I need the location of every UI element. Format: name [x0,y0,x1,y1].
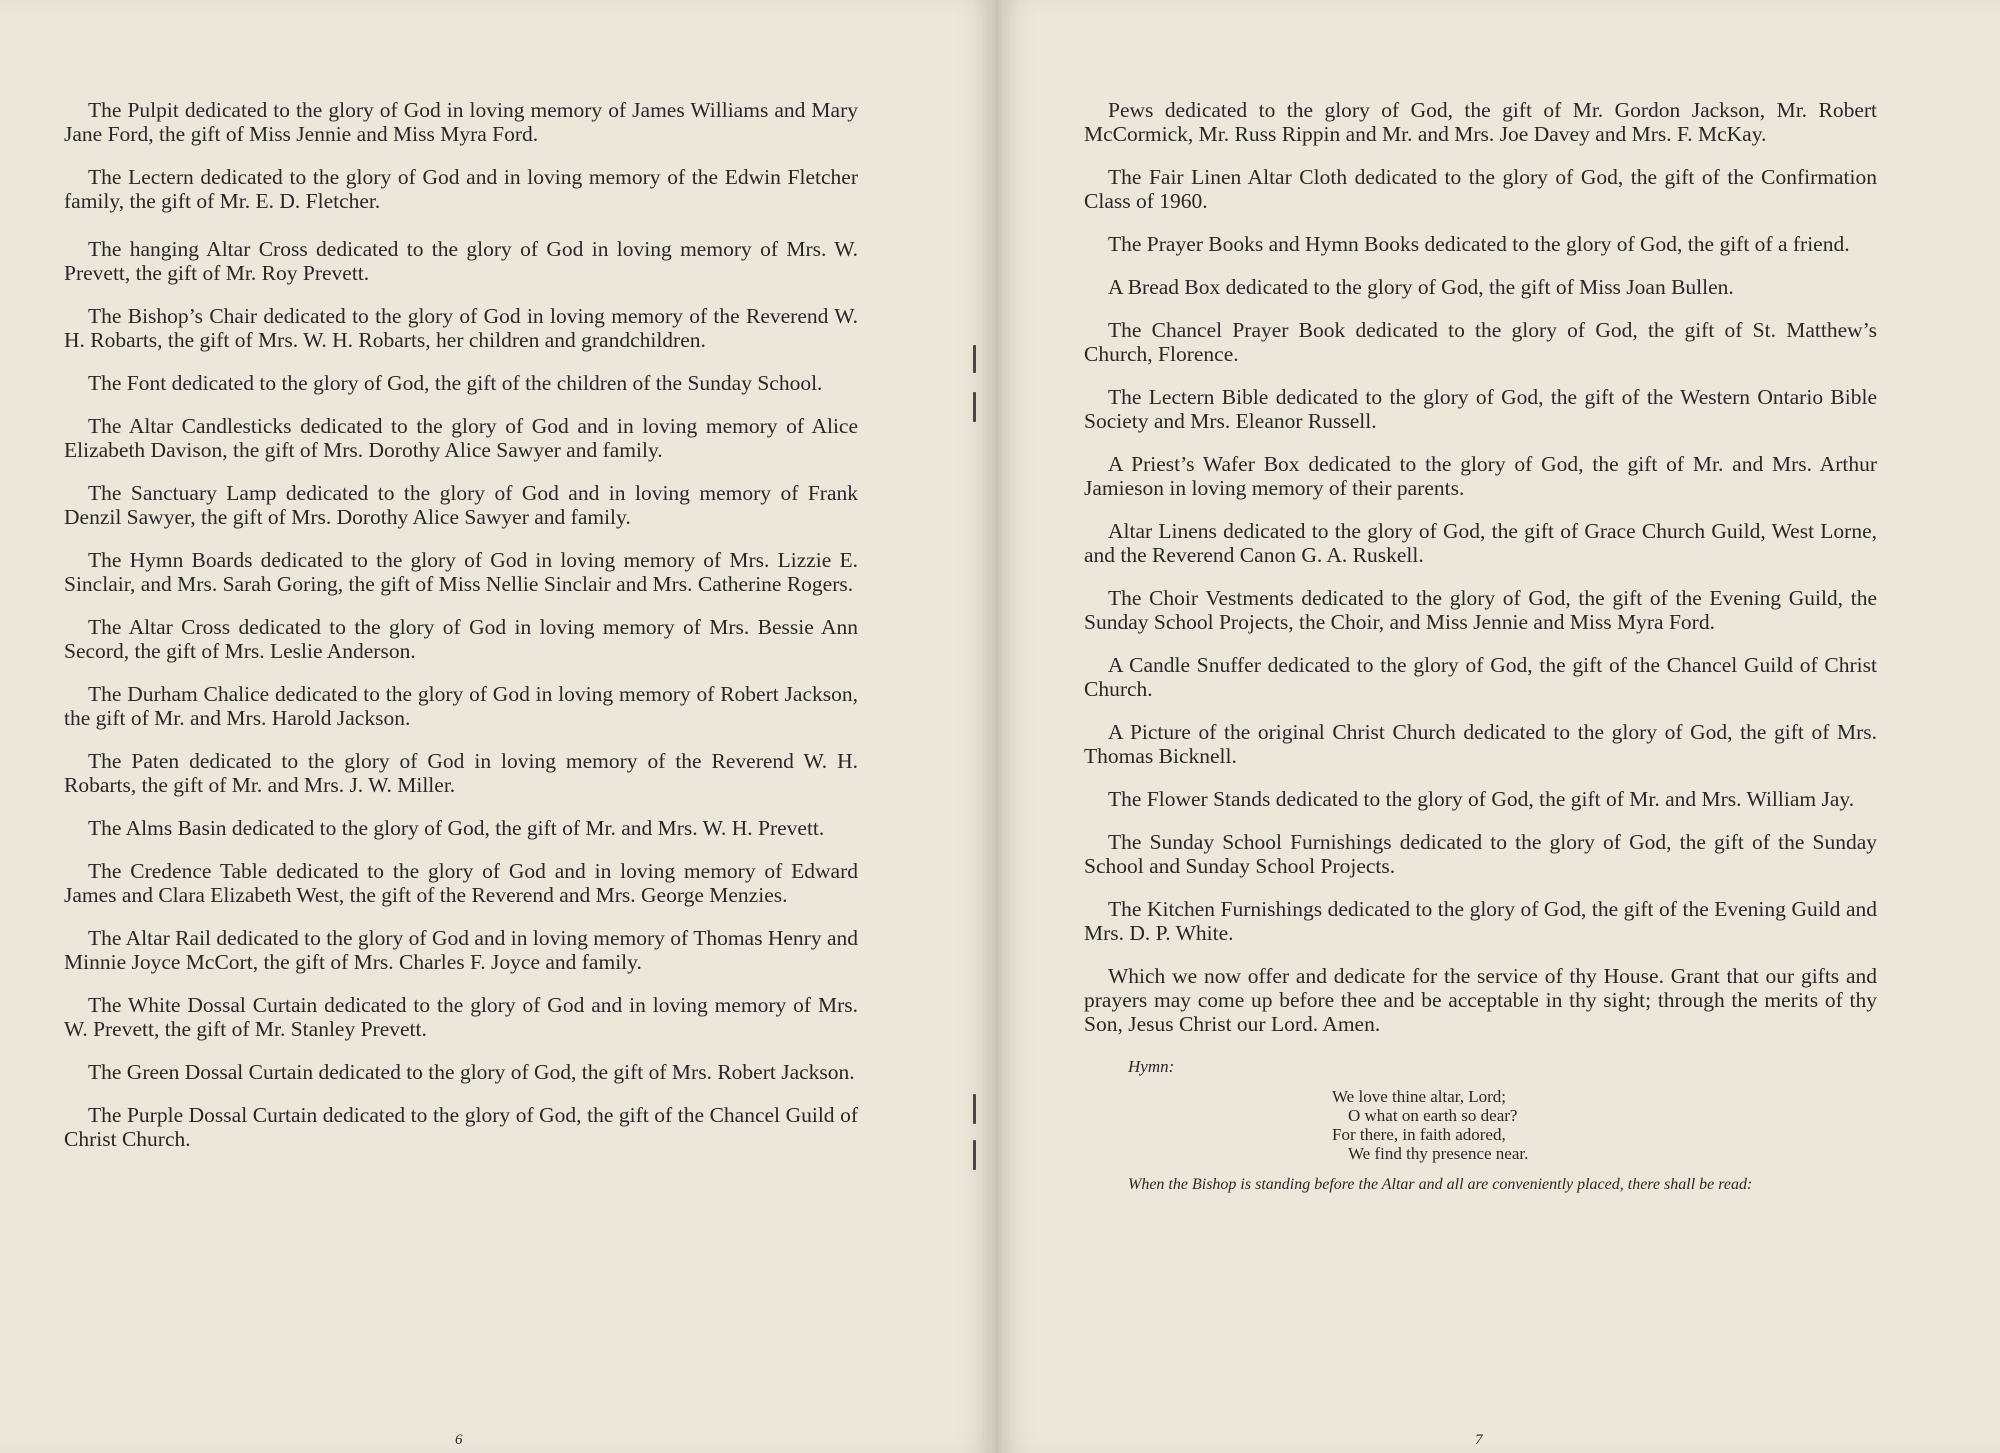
hymn-line: For there, in faith adored, [1332,1125,1506,1144]
dedication-paragraph: The Alms Basin dedicated to the glory of God, the gift of Mr. and Mrs. W. H. Prevett. [88,816,825,840]
page-number: 7 [1475,1432,1483,1448]
dedication-paragraph: The Altar Cross dedicated to the glory of God in loving memory of Mrs. Bessie Ann Secord, the gift of Mrs. Leslie Anderson. [64,615,858,663]
dedication-paragraph: The Altar Candlesticks dedicated to the glory of God and in loving memory of Alice Elizabeth Davison, the gift of Mrs. Dorothy Alice Sawyer and family. [64,414,858,462]
dedication-paragraph: The Pulpit dedicated to the glory of God in loving memory of James Williams and Mary Jane Ford, the gift of Miss Jennie and Miss Myra Ford. [64,98,858,146]
staple-mark [973,345,976,373]
left-page [0,0,996,1453]
dedication-paragraph: The Sanctuary Lamp dedicated to the glory of God and in loving memory of Frank Denzil Sawyer, the gift of Mrs. Dorothy Alice Sawyer and family. [64,481,858,529]
dedication-paragraph: The Font dedicated to the glory of God, the gift of the children of the Sunday School. [88,371,823,395]
left-page-text [64,98,858,1170]
dedication-paragraph: The Choir Vestments dedicated to the glory of God, the gift of the Evening Guild, the Sunday School Projects, the Choir, and Miss Jennie and Miss Myra Ford. [1084,586,1877,634]
dedication-paragraph: The Durham Chalice dedicated to the glory of God in loving memory of Robert Jackson, the gift of Mr. and Mrs. Harold Jackson. [64,682,858,730]
dedication-paragraph: The White Dossal Curtain dedicated to the glory of God and in loving memory of Mrs. W. Prevett, the gift of Mr. Stanley Prevett. [64,993,858,1041]
book-gutter [990,0,1004,1453]
dedication-paragraph: A Bread Box dedicated to the glory of God, the gift of Miss Joan Bullen. [1108,275,1734,299]
dedication-paragraph: The Credence Table dedicated to the glory of God and in loving memory of Edward James and Clara Elizabeth West, the gift of the Reverend and Mrs. George Menzies. [64,859,858,907]
rubric-instruction: When the Bishop is standing before the Altar and all are conveniently placed, there shall be read: [1128,1176,1753,1193]
dedication-paragraph: The hanging Altar Cross dedicated to the glory of God in loving memory of Mrs. W. Prevett, the gift of Mr. Roy Prevett. [64,237,858,285]
page-number: 6 [455,1432,463,1448]
dedication-paragraph: The Purple Dossal Curtain dedicated to the glory of God, the gift of the Chancel Guild of Christ Church. [64,1103,858,1151]
dedication-paragraph: The Green Dossal Curtain dedicated to the glory of God, the gift of Mrs. Robert Jackson. [88,1060,855,1084]
dedication-paragraph: Altar Linens dedicated to the glory of God, the gift of Grace Church Guild, West Lorne, and the Reverend Canon G. A. Ruskell. [1084,519,1877,567]
dedication-paragraph: The Lectern dedicated to the glory of God and in loving memory of the Edwin Fletcher family, the gift of Mr. E. D. Fletcher. [64,165,858,213]
dedication-paragraph: The Hymn Boards dedicated to the glory of God in loving memory of Mrs. Lizzie E. Sinclair, and Mrs. Sarah Goring, the gift of Miss Nellie Sinclair and Mrs. Catherine Rogers. [64,548,858,596]
hymn-label: Hymn: [1128,1057,1175,1076]
staple-mark [973,392,976,422]
hymn-verse [1332,1087,1877,1163]
hymn-line: We love thine altar, Lord; [1332,1087,1507,1106]
dedication-paragraph: The Sunday School Furnishings dedicated to the glory of God, the gift of the Sunday School and Sunday School Projects. [1084,830,1877,878]
prayer-paragraph: Which we now offer and dedicate for the service of thy House. Grant that our gifts and prayers may come up before thee and be acceptable in thy sight; through the merits of thy Son, Jesus Christ our Lord. Amen. [1084,964,1877,1036]
right-page [996,0,2000,1453]
dedication-paragraph: The Paten dedicated to the glory of God in loving memory of the Reverend W. H. Robarts, the gift of Mr. and Mrs. J. W. Miller. [64,749,858,797]
staple-mark [973,1140,976,1170]
dedication-paragraph: The Flower Stands dedicated to the glory of God, the gift of Mr. and Mrs. William Jay. [1108,787,1855,811]
staple-mark [973,1094,976,1124]
dedication-paragraph: The Bishop’s Chair dedicated to the glory of God in loving memory of the Reverend W. H. Robarts, the gift of Mrs. W. H. Robarts, her children and grandchildren. [64,304,858,352]
dedication-paragraph: The Lectern Bible dedicated to the glory of God, the gift of the Western Ontario Bible Society and Mrs. Eleanor Russell. [1084,385,1877,433]
hymn-line: O what on earth so dear? [1348,1106,1518,1125]
dedication-paragraph: A Candle Snuffer dedicated to the glory of God, the gift of the Chancel Guild of Christ Church. [1084,653,1877,701]
dedication-paragraph: A Picture of the original Christ Church dedicated to the glory of God, the gift of Mrs. Thomas Bicknell. [1084,720,1877,768]
dedication-paragraph: The Chancel Prayer Book dedicated to the glory of God, the gift of St. Matthew’s Church, Florence. [1084,318,1877,366]
dedication-paragraph: Pews dedicated to the glory of God, the gift of Mr. Gordon Jackson, Mr. Robert McCormick, Mr. Russ Rippin and Mr. and Mrs. Joe Davey and Mrs. F. McKay. [1084,98,1877,146]
right-page-text [1084,98,1877,1195]
dedication-paragraph: The Fair Linen Altar Cloth dedicated to the glory of God, the gift of the Confirmation Class of 1960. [1084,165,1877,213]
dedication-paragraph: The Altar Rail dedicated to the glory of God and in loving memory of Thomas Henry and Minnie Joyce McCort, the gift of Mrs. Charles F. Joyce and family. [64,926,858,974]
hymn-line: We find thy presence near. [1348,1144,1529,1163]
dedication-paragraph: The Prayer Books and Hymn Books dedicated to the glory of God, the gift of a friend. [1108,232,1850,256]
dedication-paragraph: The Kitchen Furnishings dedicated to the glory of God, the gift of the Evening Guild and Mrs. D. P. White. [1084,897,1877,945]
dedication-paragraph: A Priest’s Wafer Box dedicated to the glory of God, the gift of Mr. and Mrs. Arthur Jamieson in loving memory of their parents. [1084,452,1877,500]
